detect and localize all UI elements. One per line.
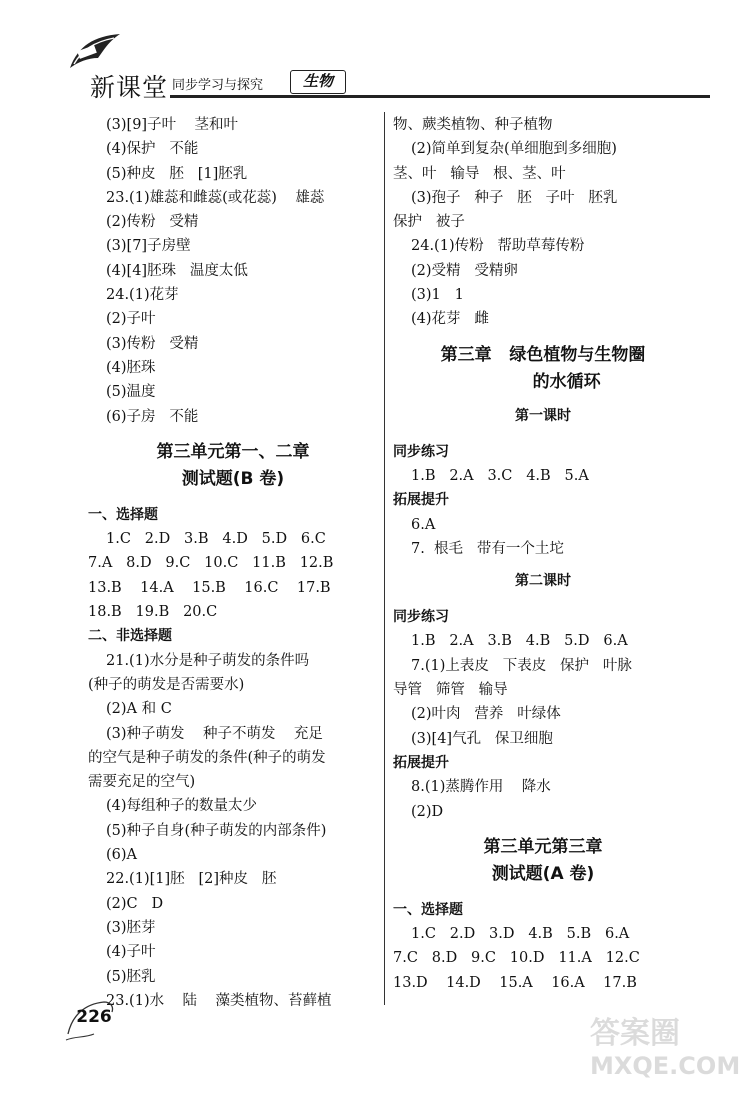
- answer-line: (3)1 1: [411, 287, 464, 304]
- answer-line: 13.B 14.A 15.B 16.C 17.B: [88, 579, 331, 596]
- answer-line: 保护 被子: [393, 214, 465, 231]
- answer-line: (4)花芽 雌: [411, 311, 489, 328]
- column-divider: [384, 112, 385, 1005]
- page-header: [60, 28, 700, 108]
- lesson-subtitle: 第一课时: [515, 407, 571, 424]
- answer-line: (3)[7]子房壁: [106, 238, 191, 255]
- answer-line: 8.(1)蒸腾作用 降水: [411, 779, 551, 796]
- answer-line: (2)A 和 C: [106, 701, 172, 718]
- answer-line: 物、蕨类植物、种子植物: [393, 117, 553, 133]
- answer-line: (4)保护 不能: [106, 141, 199, 158]
- answer-line: (2)D: [411, 803, 444, 820]
- answer-line: 18.B 19.B 20.C: [88, 604, 218, 621]
- answer-line: (4)子叶: [106, 944, 156, 961]
- answer-line: (5)种子自身(种子萌发的内部条件): [106, 822, 327, 839]
- answer-line: (6)A: [106, 847, 138, 864]
- answer-line: (4)每组种子的数量太少: [106, 798, 258, 815]
- answer-line: 1.C 2.D 3.D 4.B 5.B 6.A: [411, 926, 630, 943]
- section-label: 同步练习: [393, 609, 449, 626]
- watermark-sub: MXQE.COM: [590, 1052, 741, 1080]
- watermark-main: 答案圈: [590, 1016, 680, 1051]
- answer-line: 7.A 8.D 9.C 10.C 11.B 12.B: [88, 555, 334, 572]
- section-title: 第三单元第三章: [483, 836, 603, 857]
- watermark: [590, 1008, 750, 1088]
- answer-line: 23.(1)水 陆 藻类植物、苔藓植: [106, 992, 332, 1009]
- answer-line: (2)受精 受精卵: [411, 262, 518, 279]
- answer-line: (3)种子萌发 种子不萌发 充足: [106, 725, 323, 742]
- answer-line: 6.A: [411, 516, 436, 533]
- new-flag-icon: [64, 28, 122, 72]
- series-title: 同步学习与探究: [172, 78, 264, 93]
- spacer: [393, 888, 693, 898]
- answer-line: 茎、叶 输导 根、茎、叶: [393, 165, 566, 182]
- section-label: 二、非选择题: [88, 628, 172, 645]
- section-label: 同步练习: [393, 443, 449, 460]
- section-title: 测试题(A 卷): [491, 863, 595, 884]
- answer-line: 13.D 14.D 15.A 16.A 17.B: [393, 974, 637, 991]
- section-title: 测试题(B 卷): [181, 468, 285, 489]
- answer-line: 导管 筛管 输导: [393, 682, 508, 699]
- subject-badge: 生物: [290, 70, 346, 94]
- answer-line: 7. 根毛 带有一个土坨: [411, 540, 564, 557]
- answer-line: (3)孢子 种子 胚 子叶 胚乳: [411, 189, 618, 206]
- section-label: 拓展提升: [393, 754, 449, 771]
- answer-line: 24.(1)花芽: [106, 287, 179, 304]
- answer-line: (5)种皮 胚 [1]胚乳: [106, 165, 248, 182]
- answer-line: (3)传粉 受精: [106, 335, 199, 352]
- answer-line: 22.(1)[1]胚 [2]种皮 胚: [106, 871, 277, 888]
- section-title: 的水循环: [485, 371, 601, 392]
- answer-line: 7.C 8.D 9.C 10.D 11.A 12.C: [393, 950, 640, 967]
- page-number: 226: [76, 1007, 112, 1027]
- answer-line: 的空气是种子萌发的条件(种子的萌发: [88, 749, 326, 766]
- answer-line: (种子的萌发是否需要水): [88, 676, 245, 693]
- answer-line: 7.(1)上表皮 下表皮 保护 叶脉: [411, 657, 632, 674]
- answer-line: (2)C D: [106, 895, 164, 912]
- spacer: [393, 595, 693, 605]
- section-title: 第三单元第一、二章: [156, 441, 310, 462]
- section-label: 一、选择题: [393, 901, 463, 918]
- spacer: [393, 430, 693, 440]
- answer-line: 1.C 2.D 3.B 4.D 5.D 6.C: [106, 531, 326, 548]
- answer-line: (3)胚芽: [106, 919, 156, 936]
- answer-line: (5)胚乳: [106, 968, 156, 985]
- answer-line: (2)子叶: [106, 311, 156, 328]
- answer-line: 需要充足的空气): [88, 774, 196, 791]
- answer-line: (3)[9]子叶 茎和叶: [106, 117, 239, 133]
- right-column: [393, 113, 693, 995]
- header-rule: [170, 95, 710, 98]
- answer-line: (3)[4]气孔 保卫细胞: [411, 730, 553, 747]
- answer-line: 24.(1)传粉 帮助草莓传粉: [411, 238, 585, 255]
- brand-title: 新课堂: [90, 73, 169, 102]
- answer-line: 23.(1)雄蕊和雌蕊(或花蕊) 雄蕊: [106, 189, 325, 206]
- answer-line: 21.(1)水分是种子萌发的条件吗: [106, 652, 310, 669]
- answer-line: 1.B 2.A 3.B 4.B 5.D 6.A: [411, 633, 628, 650]
- left-column: [88, 113, 378, 1013]
- section-label: 一、选择题: [88, 506, 158, 523]
- answer-line: (4)胚珠: [106, 359, 156, 376]
- section-title: 第三章 绿色植物与生物圈: [440, 344, 646, 365]
- section-label: 拓展提升: [393, 492, 449, 509]
- answer-line: (2)叶肉 营养 叶绿体: [411, 706, 561, 723]
- spacer: [88, 493, 378, 503]
- answer-line: (4)[4]胚珠 温度太低: [106, 262, 248, 279]
- answer-line: (6)子房 不能: [106, 408, 199, 425]
- answer-line: (2)传粉 受精: [106, 214, 199, 231]
- spacer: [393, 332, 693, 342]
- answer-line: 1.B 2.A 3.C 4.B 5.A: [411, 467, 589, 484]
- spacer: [393, 824, 693, 834]
- answer-line: (2)简单到复杂(单细胞到多细胞): [411, 141, 617, 158]
- spacer: [88, 429, 378, 439]
- lesson-subtitle: 第二课时: [515, 573, 571, 590]
- answer-line: (5)温度: [106, 384, 156, 401]
